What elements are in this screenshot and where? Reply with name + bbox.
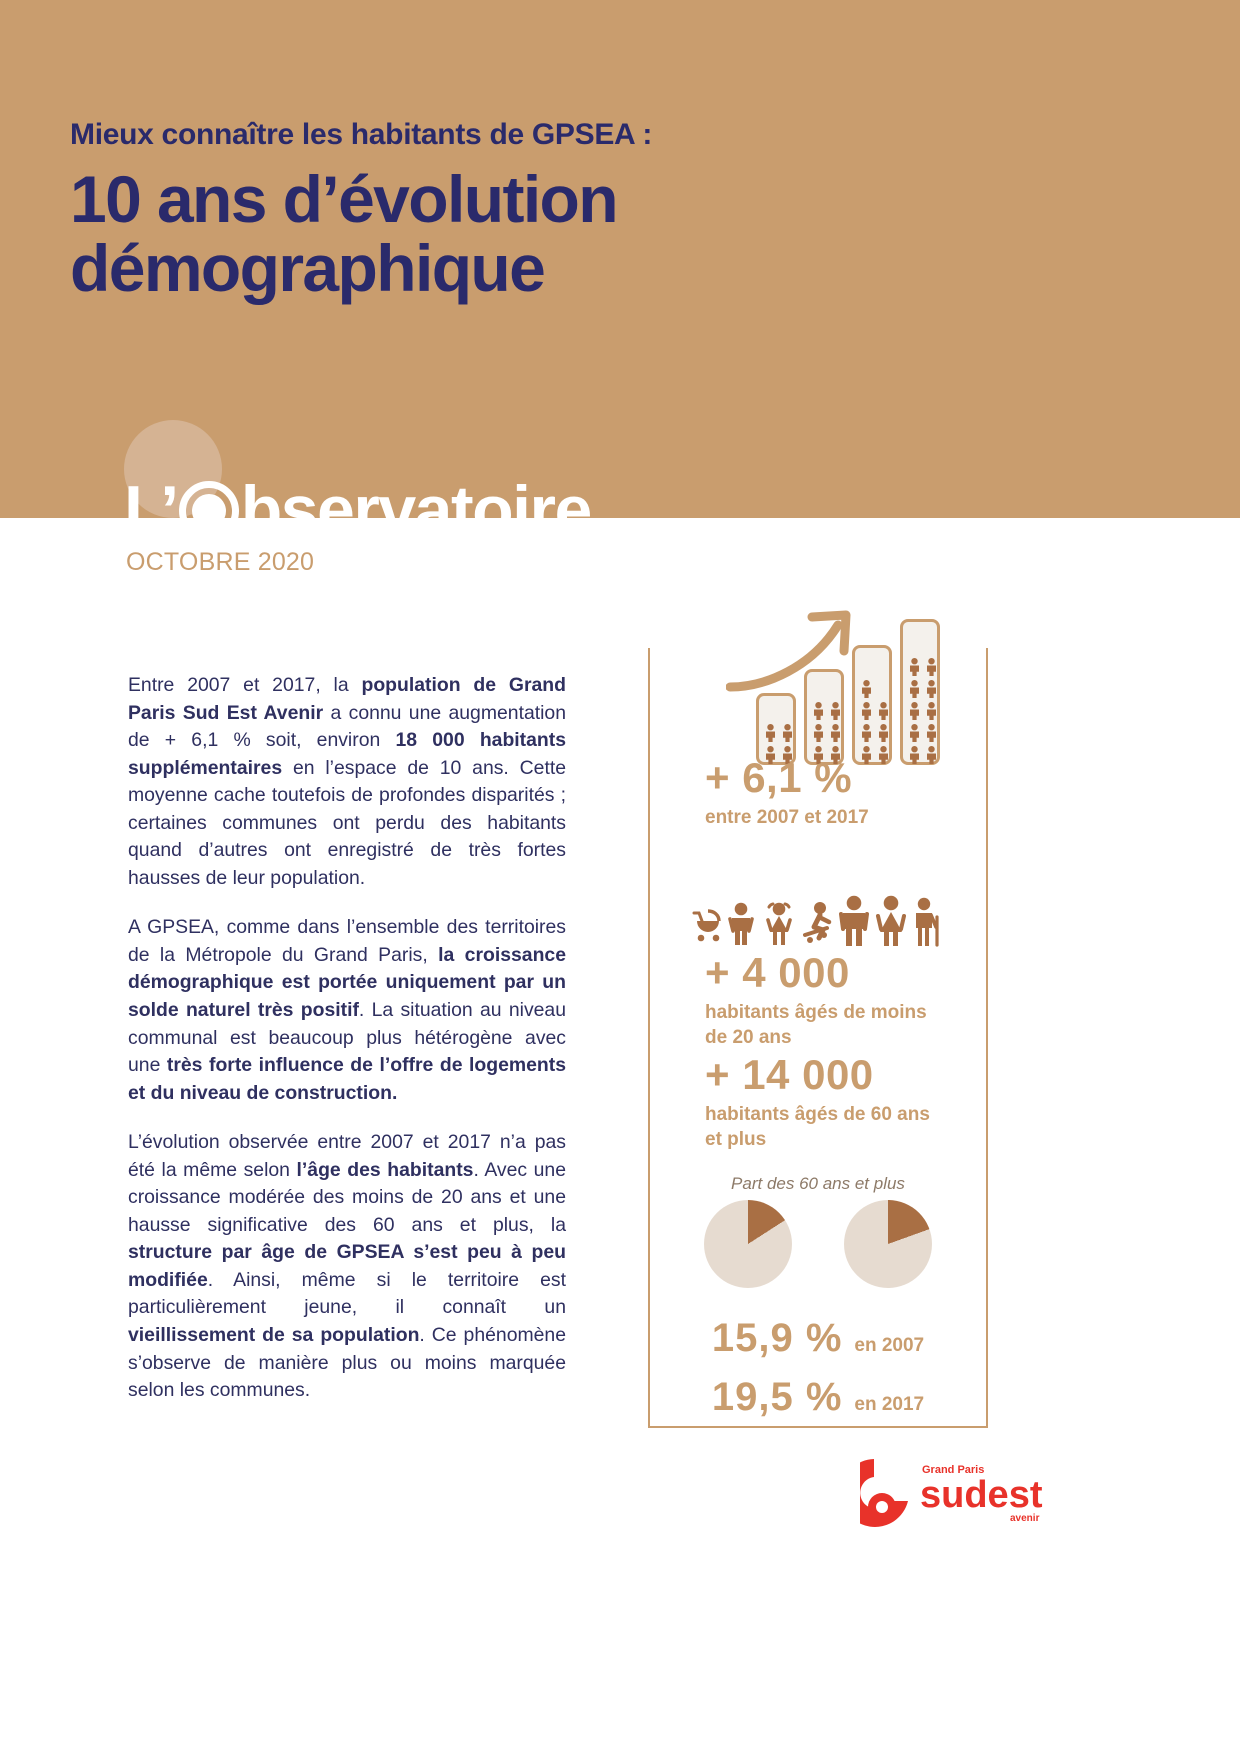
publication-date: OCTOBRE 2020: [126, 548, 315, 576]
body-text: L’évolution observée entre 2007 et 2017 n’a pas été la même selon: [128, 1131, 566, 1181]
person-glyph-icon: [829, 702, 842, 723]
percentage-value: 15,9 %: [711, 1316, 843, 1360]
stat-under20: [705, 950, 975, 1051]
article-paragraph: [128, 914, 566, 1107]
growth-bar: [900, 619, 940, 765]
girl-icon: [764, 901, 794, 952]
article-paragraph: [128, 672, 566, 892]
pie-chart-2017: [844, 1200, 932, 1288]
page-kicker: Mieux connaître les habitants de GPSEA :: [70, 118, 653, 151]
emphasised-text: vieillissement de sa population: [128, 1324, 420, 1347]
person-glyph-icon: [860, 680, 873, 701]
stat-over60-caption-line1: habitants âgés de 60 ans: [705, 1104, 930, 1126]
man-icon: [838, 895, 870, 952]
emphasised-text: 18 000 habitants supplémentaires: [128, 729, 567, 779]
emphasised-text: la croissance démographique est portée uniquement par un solde naturel très positif: [128, 943, 566, 1022]
percentage-rows: [648, 1316, 988, 1434]
stroller-icon: [690, 907, 724, 952]
body-text: . Ainsi, même si le territoire est particulièrement jeune, il connaît un: [128, 1268, 566, 1319]
percentage-year: en 2007: [854, 1335, 925, 1356]
person-glyph-icon: [764, 724, 777, 745]
percentage-value: 19,5 %: [711, 1375, 843, 1419]
person-glyph-icon: [877, 724, 890, 745]
person-glyph-icon: [860, 724, 873, 745]
percentage-row: [648, 1375, 988, 1420]
stat-over60-caption: [705, 1103, 975, 1152]
stat-growth-value: + 6,1 %: [705, 754, 853, 801]
emphasised-text: structure par âge de GPSEA s’est peu à peu modifiée: [128, 1241, 566, 1291]
emphasised-text: population de Grand Paris Sud Est Avenir: [128, 674, 566, 724]
body-text: A GPSEA, comme dans l’ensemble des territoires de la Métropole du Grand Paris,: [128, 916, 566, 966]
stat-under20-value: + 4 000: [705, 949, 850, 996]
page-title: [70, 162, 990, 306]
page-title-line-2: démographique: [70, 231, 545, 306]
stat-over60-value: + 14 000: [705, 1051, 874, 1098]
person-glyph-icon: [908, 724, 921, 745]
percentage-row: [648, 1316, 988, 1361]
stat-under20-caption: [705, 1001, 975, 1050]
observatoire-logo: [124, 420, 684, 576]
percentage-year: en 2017: [854, 1394, 925, 1415]
stat-under20-caption-line2: de 20 ans: [705, 1026, 792, 1048]
stat-over60: [705, 1052, 975, 1153]
person-glyph-icon: [925, 680, 938, 701]
person-glyph-icon: [877, 702, 890, 723]
woman-icon: [875, 895, 907, 952]
svg-text:Grand Paris: Grand Paris: [922, 1464, 985, 1476]
emphasised-text: très forte influence de l’offre de logements et du niveau de construction.: [128, 1054, 566, 1104]
observatory-circle-icon: [179, 481, 239, 541]
sudest-avenir-logo: [860, 1455, 1060, 1535]
body-text: . La situation au niveau communal est beaucoup plus hétérogène avec une: [128, 999, 566, 1077]
svg-text:avenir: avenir: [1010, 1513, 1040, 1524]
pie-chart-2007: [704, 1200, 792, 1288]
brand-logo-svg: [860, 1455, 1060, 1535]
article-body: [128, 672, 566, 1405]
person-glyph-icon: [860, 702, 873, 723]
person-glyph-icon: [925, 702, 938, 723]
person-glyph-icon: [908, 680, 921, 701]
pie-chart-group: [648, 1200, 988, 1310]
article-paragraph: [128, 1129, 566, 1404]
stat-growth-caption: entre 2007 et 2017: [705, 807, 869, 829]
page-title-line-1: 10 ans d’évolution: [70, 162, 617, 236]
person-glyph-icon: [908, 658, 921, 679]
person-glyph-icon: [908, 702, 921, 723]
child-icon: [727, 901, 755, 952]
body-text: . Ce phénomène s’observe de manière plus ou moins marquée selon les communes.: [128, 1324, 566, 1402]
body-text: en l’espace de 10 ans. Cette moyenne cache toutefois de profondes disparités ; certaines communes ont perdu des habitants quand d’autres ont enregistré de très fortes hausses de leur population.: [128, 756, 566, 889]
logo-word-suffix: bservatoire: [240, 472, 591, 548]
body-text: a connu une augmentation de + 6,1 % soit, environ: [128, 701, 567, 752]
stat-growth-percent: [705, 755, 995, 829]
growth-bar: [852, 645, 892, 765]
growth-bar: [804, 669, 844, 765]
stat-over60-caption-line2: et plus: [705, 1128, 767, 1150]
elderly-person-icon: [912, 897, 940, 952]
pie-chart-title: Part des 60 ans et plus: [731, 1174, 905, 1193]
person-glyph-icon: [925, 658, 938, 679]
person-glyph-icon: [812, 724, 825, 745]
people-icons-row: [690, 890, 950, 952]
person-glyph-icon: [781, 724, 794, 745]
growth-bar-chart-with-people-icon: [648, 605, 988, 765]
person-glyph-icon: [829, 724, 842, 745]
person-glyph-icon: [812, 702, 825, 723]
header-title-block: [70, 118, 990, 304]
observatory-dot: [192, 494, 226, 528]
person-glyph-icon: [925, 724, 938, 745]
body-text: . Avec une croissance modérée des moins de 20 ans et une hausse significative des 60 ans et plus, la: [128, 1158, 567, 1236]
logo-word-prefix: L’: [124, 472, 178, 548]
stat-under20-caption-line1: habitants âgés de moins: [705, 1002, 927, 1024]
skateboarder-icon: [801, 901, 835, 952]
emphasised-text: l’âge des habitants: [296, 1158, 474, 1181]
logo-wordmark: [124, 472, 591, 548]
svg-text:sudest: sudest: [920, 1474, 1043, 1516]
body-text: Entre 2007 et 2017, la: [128, 674, 362, 696]
